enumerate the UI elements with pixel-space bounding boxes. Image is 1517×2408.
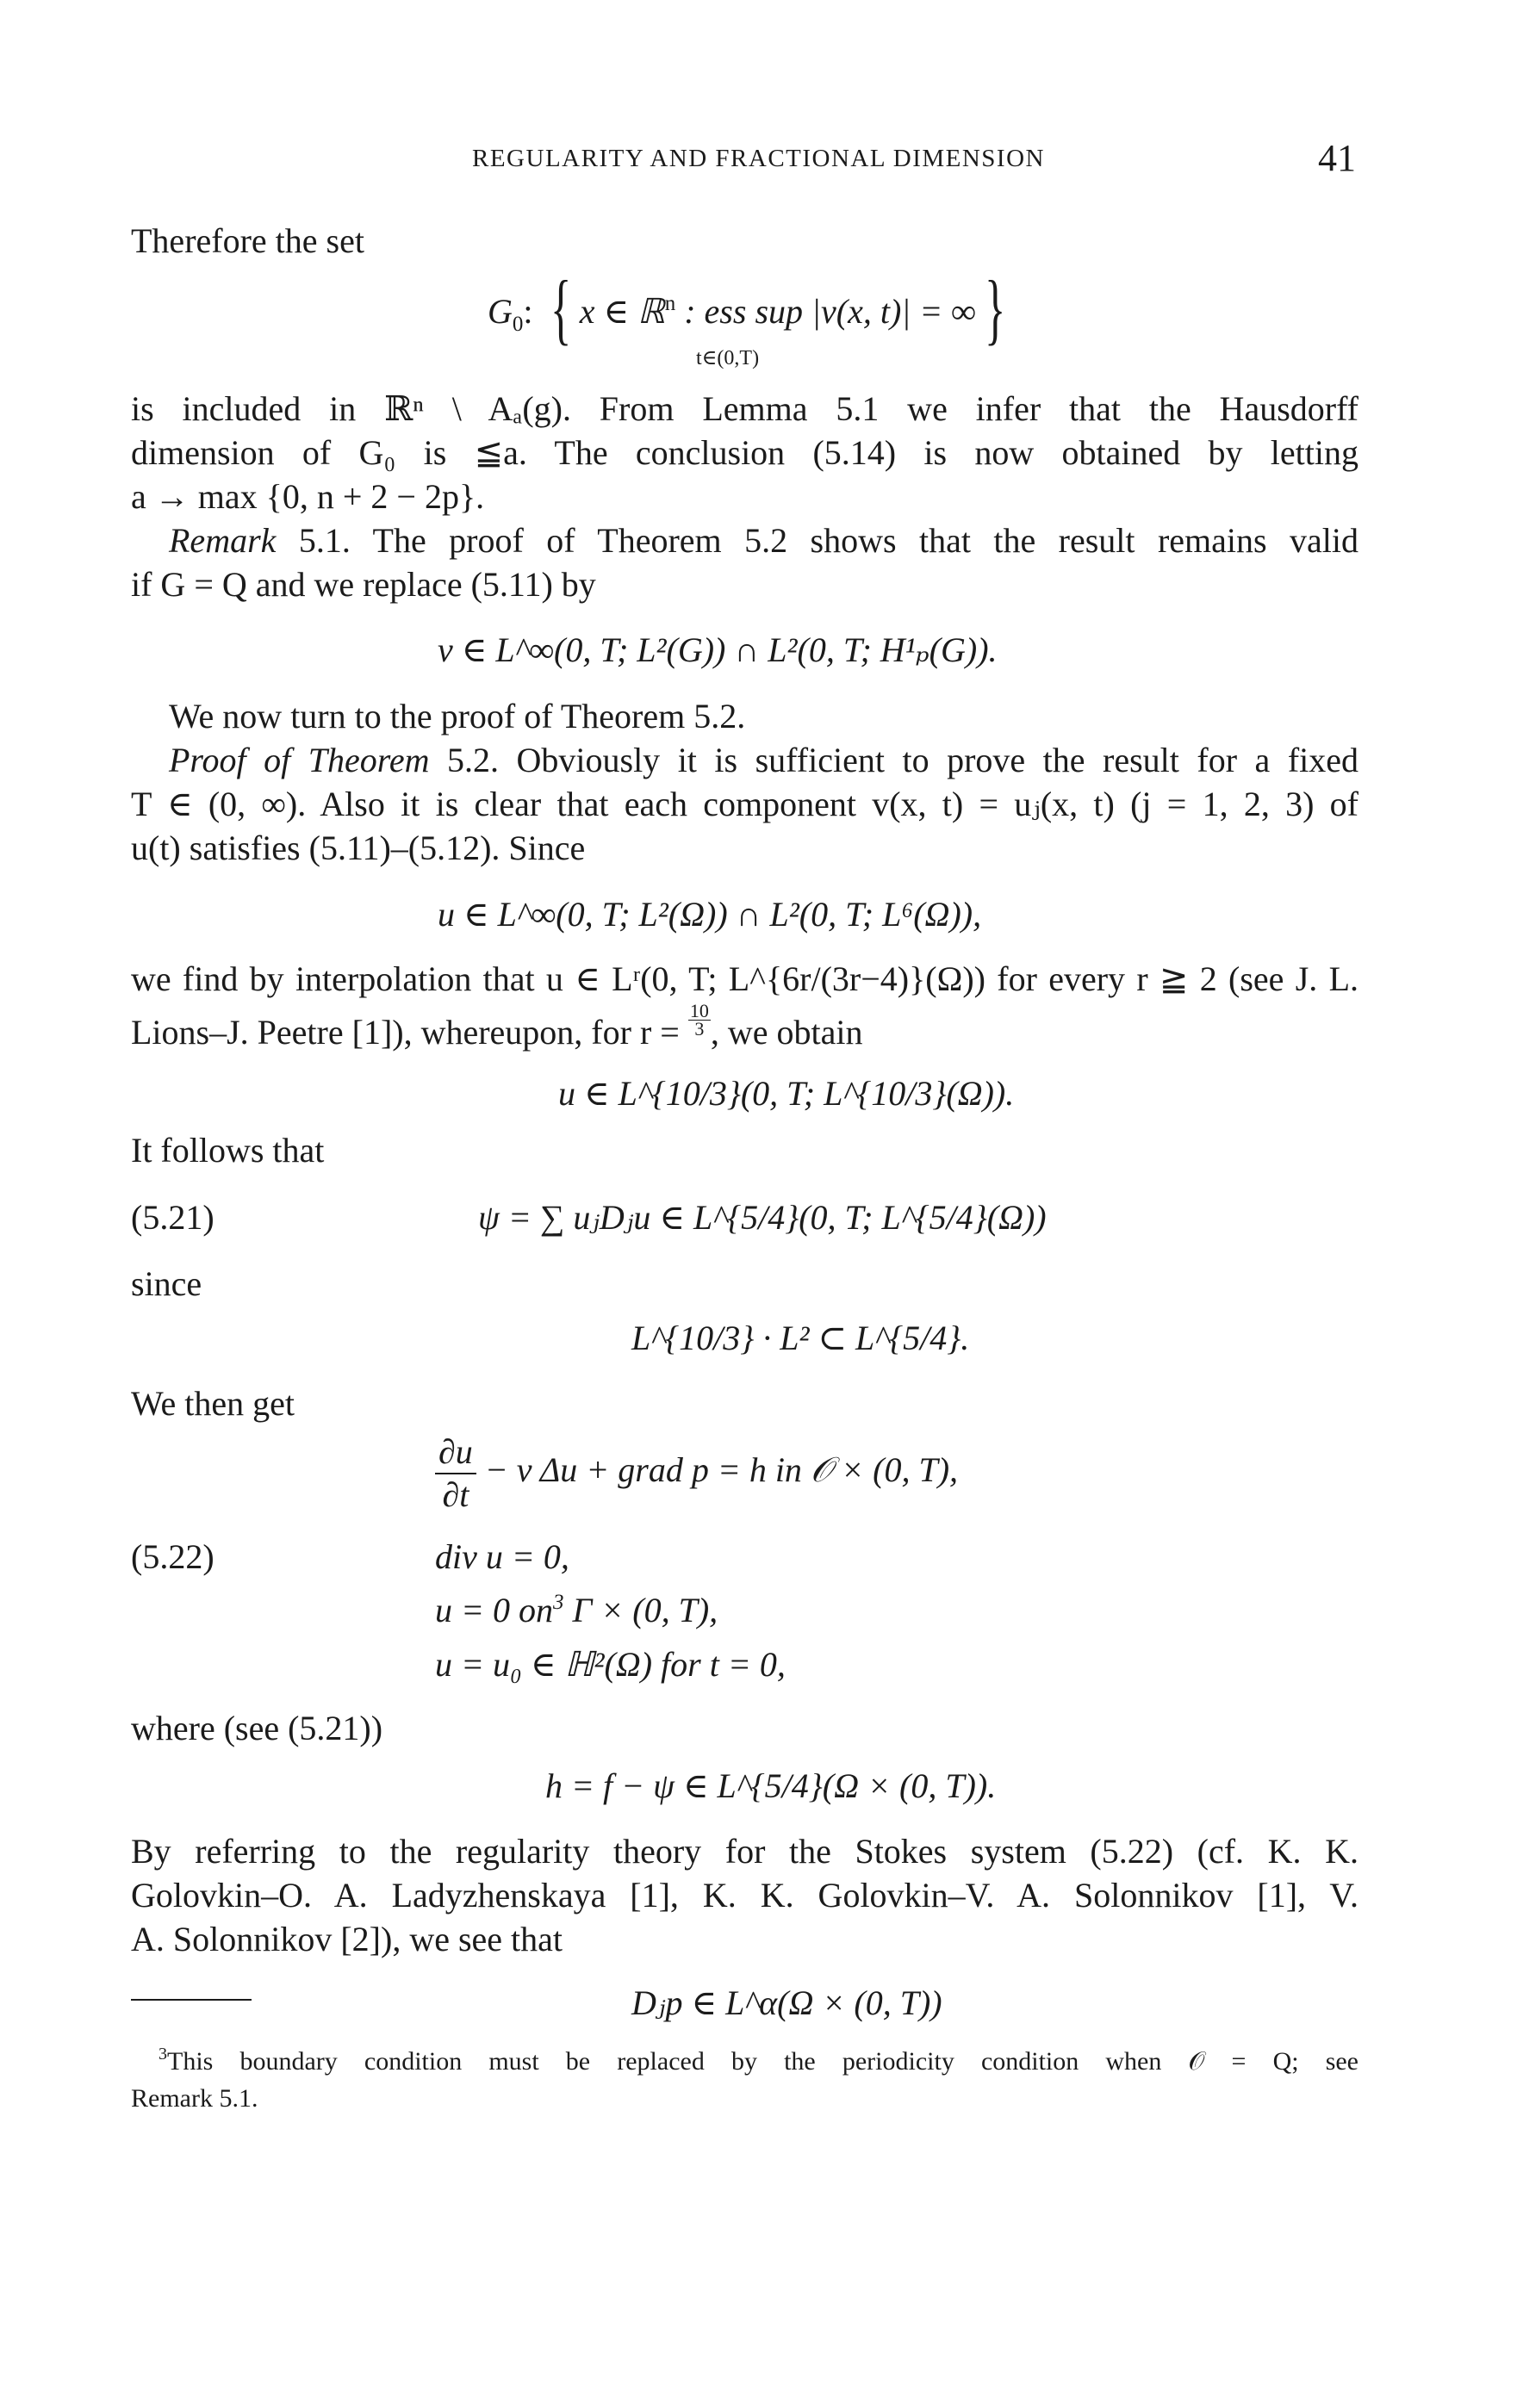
eq-g0-under: t∈(0,T)	[696, 347, 760, 369]
eq-g0-body-a: x ∈ ℝ	[579, 292, 665, 331]
eq-g0-sup: n	[664, 292, 676, 315]
text-line: dimension of G₀ is ≦a. The conclusion (5.14) is now obtained by letting	[131, 433, 1358, 472]
footnote-line	[159, 2045, 1358, 2079]
eq-5-22-rest: − ν Δu + grad p = h in 𝒪 × (0, T),	[476, 1450, 959, 1490]
running-header: REGULARITY AND FRACTIONAL DIMENSION	[472, 145, 1045, 172]
equation-5-22-line3	[435, 1590, 718, 1631]
equation-5-22-line2: div u = 0,	[435, 1537, 569, 1576]
equation-u-103: u ∈ L^{10/3}(0, T; L^{10/3}(Ω)).	[558, 1074, 1015, 1113]
equation-label-5-22: (5.22)	[131, 1537, 214, 1576]
text-line: where (see (5.21))	[131, 1709, 383, 1747]
equation-5-22-line4: u = u₀ ∈ ℍ²(Ω) for t = 0,	[435, 1645, 786, 1684]
text-line: since	[131, 1264, 202, 1303]
footnote-mark: 3	[159, 2045, 167, 2064]
equation-since: L^{10/3} · L² ⊂ L^{5/4}.	[631, 1319, 970, 1357]
text-line: a → max {0, n + 2 − 2p}.	[131, 477, 485, 516]
eq-g0-lhs: G	[488, 292, 513, 331]
text-line: is included in ℝⁿ \ Aₐ(g). From Lemma 5.1 we infer that the Hausdorff	[131, 389, 1358, 428]
equation-g0: $G_0$: { x ∈ ℝ$^n$ : ess sup |v(x, t)| = ∞ }	[488, 264, 1006, 352]
eq-text: u = 0 on	[435, 1591, 553, 1629]
proof-text: 5.2. Obviously it is sufficient to prove the result for a fixed	[429, 741, 1358, 779]
text-line: A. Solonnikov [2]), we see that	[131, 1920, 563, 1958]
text-line-with-fraction	[131, 1002, 862, 1053]
equation-u-space: u ∈ L^∞(0, T; L²(Ω)) ∩ L²(0, T; L⁶(Ω)),	[438, 895, 982, 934]
text-line: We now turn to the proof of Theorem 5.2.	[169, 697, 746, 735]
equation-remark: v ∈ L^∞(0, T; L²(G)) ∩ L²(0, T; H¹ₚ(G)).	[438, 630, 998, 669]
footnote-rule	[131, 1999, 252, 2001]
equation-dp: Dⱼp ∈ L^α(Ω × (0, T))	[631, 1983, 942, 2022]
frac-num: 10	[689, 1000, 709, 1021]
text-line: Golovkin–O. A. Ladyzhenskaya [1], K. K. Golovkin–V. A. Solonnikov [1], V.	[131, 1876, 1358, 1915]
equation-h: h = f − ψ ∈ L^{5/4}(Ω × (0, T)).	[545, 1766, 997, 1805]
text-line: By referring to the regularity theory for the Stokes system (5.22) (cf. K. K.	[131, 1832, 1358, 1871]
partial-fraction	[435, 1431, 476, 1516]
text-line: we find by interpolation that u ∈ Lʳ(0, T; L^{6r/(3r−4)}(Ω)) for every r ≧ 2 (see J. L.	[131, 959, 1358, 998]
eq-g0-colon: :	[523, 292, 533, 331]
text-line: Therefore the set	[131, 221, 364, 260]
text-line: if G = Q and we replace (5.11) by	[131, 565, 596, 604]
fraction-ten-thirds	[688, 1002, 711, 1038]
page-number: 41	[1318, 137, 1356, 179]
text-line: We then get	[131, 1384, 295, 1423]
equation-5-21: ψ = ∑ uⱼDⱼu ∈ L^{5/4}(0, T; L^{5/4}(Ω))	[478, 1198, 1047, 1237]
frac-num: ∂u	[435, 1431, 476, 1474]
eq-text: Γ × (0, T),	[563, 1591, 718, 1629]
proof-line	[169, 740, 1358, 781]
remark-line	[169, 520, 1358, 562]
remark-label: Remark	[169, 521, 277, 560]
text-line: T ∈ (0, ∞). Also it is clear that each component v(x, t) = uⱼ(x, t) (j = 1, 2, 3) of	[131, 785, 1358, 823]
equation-label-5-21: (5.21)	[131, 1198, 214, 1237]
remark-text: 5.1. The proof of Theorem 5.2 shows that the result remains valid	[276, 521, 1358, 560]
footnote-line: Remark 5.1.	[131, 2084, 258, 2113]
text-segment: , we obtain	[710, 1013, 863, 1052]
text-line: u(t) satisfies (5.11)–(5.12). Since	[131, 829, 586, 867]
text-segment: Lions–J. Peetre [1]), whereupon, for r =	[131, 1013, 688, 1052]
footnote-ref: 3	[553, 1591, 564, 1614]
frac-den: ∂t	[442, 1475, 469, 1514]
text-line: It follows that	[131, 1131, 325, 1170]
footnote-text: This boundary condition must be replaced by the periodicity condition when 𝒪 = Q; see	[167, 2047, 1358, 2076]
equation-5-22-line1	[435, 1431, 958, 1516]
eq-g0-sub: 0	[512, 313, 524, 336]
proof-label: Proof of Theorem	[169, 741, 430, 779]
eq-g0-body-b: : ess sup |v(x, t)| = ∞	[675, 292, 976, 331]
frac-den: 3	[694, 1018, 705, 1040]
